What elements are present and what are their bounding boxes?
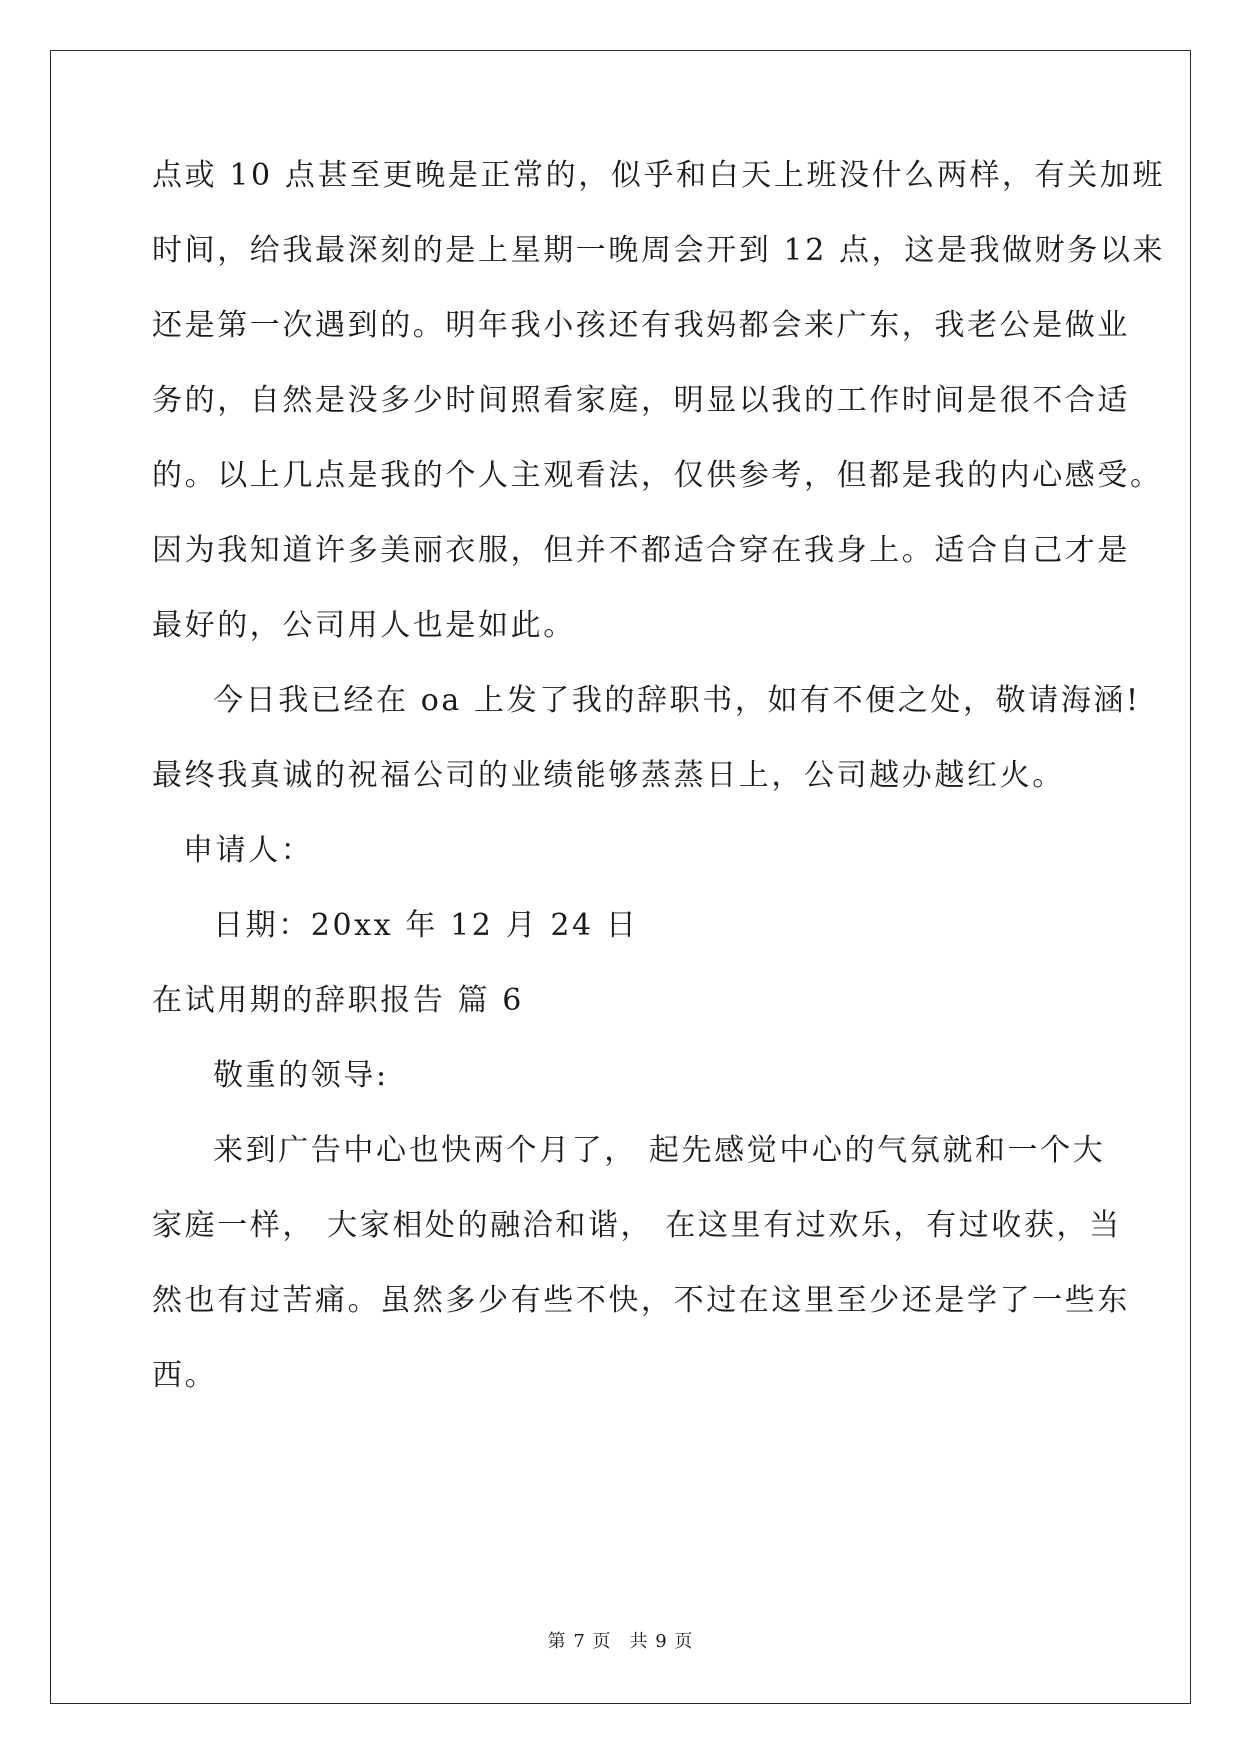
page-border [50,50,1191,1704]
text-line: 最终我真诚的祝福公司的业绩能够蒸蒸日上，公司越办越红火。 [152,758,1065,793]
salutation: 敬重的领导: [213,1058,389,1093]
text-line: 然也有过苦痛。虽然多少有些不快，不过在这里至少还是学了一些东 [152,1283,1130,1318]
page-number: 第 7 页 [547,1631,612,1652]
page-footer [0,1630,1241,1654]
text-line: 最好的，公司用人也是如此。 [152,608,576,643]
text-line: 还是第一次遇到的。明年我小孩还有我妈都会来广东，我老公是做业 [152,308,1130,343]
text-line: 点或 10 点甚至更晚是正常的，似乎和白天上班没什么两样，有关加班 [152,158,1166,193]
text-line: 因为我知道许多美丽衣服，但并不都适合穿在我身上。适合自己才是 [152,533,1130,568]
paragraph-first-line: 来到广告中心也快两个月了， 起先感觉中心的气氛就和一个大 [213,1133,1106,1168]
date-line: 日期：20xx 年 12 月 24 日 [213,908,639,943]
paragraph-first-line: 今日我已经在 oa 上发了我的辞职书，如有不便之处，敬请海涵! [213,683,1141,718]
text-line: 时间，给我最深刻的是上星期一晚周会开到 12 点，这是我做财务以来 [152,233,1166,268]
applicant-label: 申请人： [183,833,314,868]
section-heading: 在试用期的辞职报告 篇 6 [152,983,524,1018]
page-total: 共 9 页 [629,1631,694,1652]
text-line: 的。以上几点是我的个人主观看法，仅供参考，但都是我的内心感受。 [152,458,1163,493]
text-line: 务的，自然是没多少时间照看家庭，明显以我的工作时间是很不合适 [152,383,1130,418]
text-line: 家庭一样， 大家相处的融洽和谐， 在这里有过欢乐，有过收获，当 [152,1208,1122,1243]
text-line: 西。 [152,1358,218,1393]
